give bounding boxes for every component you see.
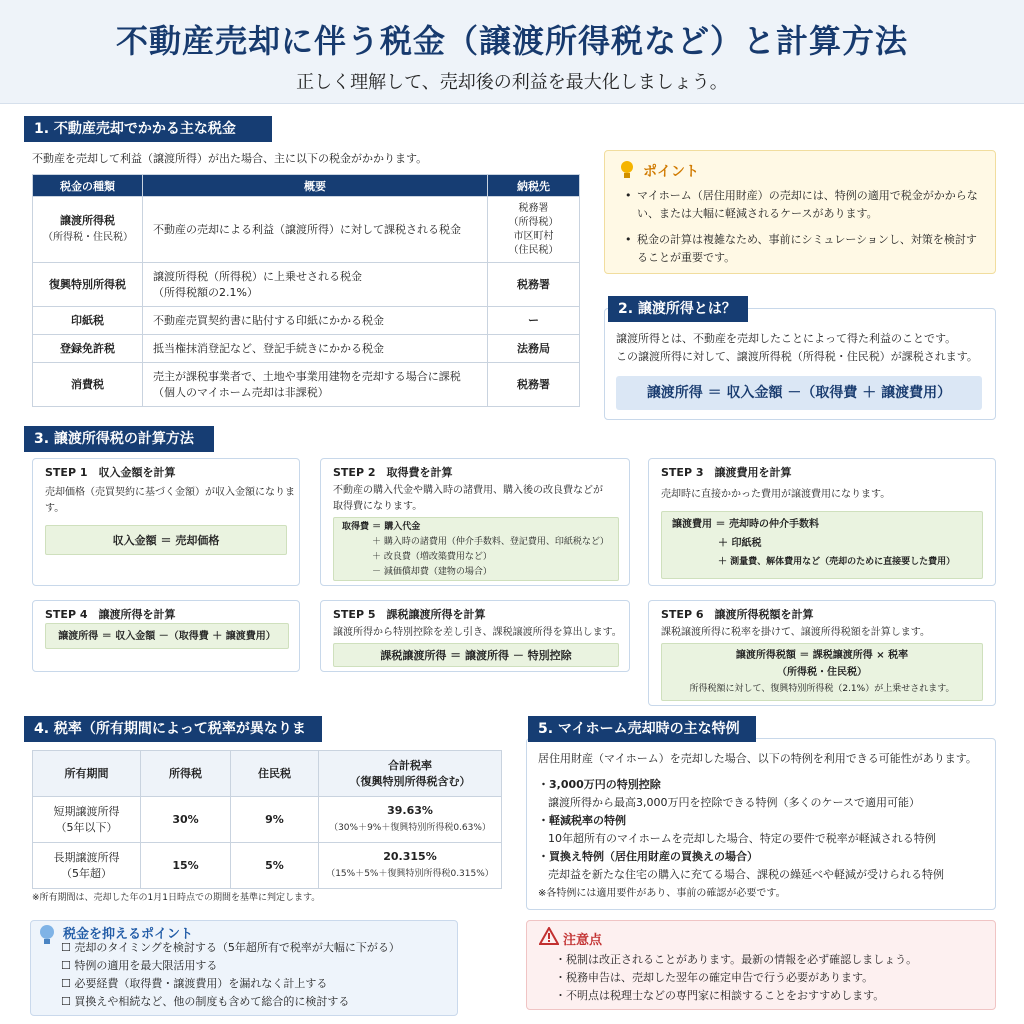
resident-tax-rate: 9% — [231, 797, 319, 843]
table-row — [33, 363, 580, 407]
formula-line: 取得費 ＝ 購入代金 — [342, 522, 421, 532]
period: 長期譲渡所得 — [53, 850, 120, 864]
step-title: STEP 5 課税譲渡所得を計算 — [333, 608, 486, 621]
page-subtitle: 正しく理解して、売却後の利益を最大化しましょう。 — [296, 72, 728, 93]
formula-line: 譲渡費用 ＝ 売却時の仲介手数料 — [672, 519, 819, 530]
formula-note: 所得税額に対して、復興特別所得税（2.1%）が上乗せされます。 — [689, 684, 955, 694]
formula-line: － 減価償却費（建物の場合） — [372, 567, 492, 577]
payee-sub: （住民税） — [508, 244, 559, 256]
lightbulb-icon — [37, 923, 57, 947]
table-row — [33, 843, 502, 889]
section1-heading: 1. 不動産売却でかかる主な税金 — [24, 116, 272, 142]
step-desc: 課税譲渡所得に税率を掛けて、譲渡所得税額を計算します。 — [661, 627, 930, 638]
step-title: STEP 2 取得費を計算 — [333, 466, 453, 479]
tax-desc: 売主が課税事業者で、土地や事業用建物を売却する場合に課税 — [153, 369, 461, 383]
payee: 法務局 — [488, 335, 580, 363]
total-rate: 39.63% — [387, 804, 433, 817]
tip-text: 必要経費（取得費・譲渡費用）を漏れなく計上する — [74, 977, 328, 990]
step6-card — [648, 600, 996, 706]
step-desc: 売却時に直接かかった費用が譲渡費用になります。 — [661, 489, 891, 500]
tax-name: 復興特別所得税 — [33, 263, 143, 307]
section4-footnote: ※所有期間は、売却した年の1月1日時点での期間を基準に判定します。 — [32, 893, 321, 903]
step-title: STEP 1 収入金額を計算 — [45, 466, 176, 479]
col-header: 所得税 — [141, 751, 231, 797]
tip-text: 特例の適用を最大限活用する — [74, 959, 218, 972]
step4-card — [32, 600, 300, 672]
step-formula — [661, 511, 983, 579]
page-title: 不動産売却に伴う税金（譲渡所得税など）と計算方法 — [115, 22, 908, 60]
warning-item: ・ 不明点は税理士などの専門家に相談することをおすすめします。 — [555, 987, 917, 1005]
step-formula — [661, 643, 983, 701]
tax-desc-sub: （所得税額の2.1%） — [153, 285, 258, 299]
step2-card — [320, 458, 630, 586]
step3-card — [648, 458, 996, 586]
section5-note: ※各特例には適用要件があり、事前の確認が必要です。 — [538, 888, 786, 899]
section5-heading: 5. マイホーム売却時の主な特例 — [528, 716, 756, 742]
step-formula: 譲渡所得 ＝ 収入金額 －（取得費 ＋ 譲渡費用） — [45, 623, 289, 649]
point-heading: ポイント — [643, 164, 699, 180]
col-header: 住民税 — [231, 751, 319, 797]
income-tax-rate: 30% — [141, 797, 231, 843]
table-row — [33, 263, 580, 307]
table-row — [33, 197, 580, 263]
table-row — [33, 335, 580, 363]
special-item-desc: 売却益を新たな住宅の購入に充てる場合、課税の繰延べや軽減が受けられる特例 — [548, 868, 944, 881]
col-header: 納税先 — [488, 175, 580, 197]
warning-item: ・ 税制は改正されることがあります。最新の情報を必ず確認しましょう。 — [555, 951, 917, 969]
special-item-title: ・軽減税率の特例 — [538, 814, 626, 827]
tax-name: 消費税 — [33, 363, 143, 407]
payee: 市区町村 — [513, 230, 554, 242]
step-desc: 売却価格（売買契約に基づく金額）が収入金額になります。 — [45, 487, 295, 514]
col-header-sub: （復興特別所得税含む） — [349, 774, 471, 788]
step-formula — [333, 517, 619, 581]
step-formula: 収入金額 ＝ 売却価格 — [45, 525, 287, 555]
special-title: 軽減税率の特例 — [549, 814, 626, 827]
income-tax-rate: 15% — [141, 843, 231, 889]
point-item: • 税金の計算は複雑なため、事前にシミュレーションし、対策を検討することが重要です。 — [623, 231, 983, 267]
step5-card — [320, 600, 630, 672]
payee: ー — [488, 307, 580, 335]
section3-heading: 3. 譲渡所得税の計算方法 — [24, 426, 214, 452]
tax-desc: 抵当権抹消登記など、登記手続きにかかる税金 — [143, 335, 488, 363]
step-formula: 課税譲渡所得 ＝ 譲渡所得 － 特別控除 — [333, 643, 619, 667]
warning-item: ・ 税務申告は、売却した翌年の確定申告で行う必要があります。 — [555, 969, 917, 987]
table-row — [33, 797, 502, 843]
formula-line: （所得税・住民税） — [777, 667, 867, 678]
page-header — [0, 0, 1024, 104]
resident-tax-rate: 5% — [231, 843, 319, 889]
step-desc: 譲渡所得から特別控除を差し引き、課税譲渡所得を算出します。 — [333, 627, 622, 638]
point-item: • マイホーム（居住用財産）の売却には、特例の適用で税金がかからない、または大幅に軽減されるケースがあります。 — [623, 187, 983, 223]
col-header: 合計税率 — [388, 758, 432, 772]
special-item-desc: 10年超所有のマイホームを売却した場合、特定の要件で税率が軽減される特例 — [548, 832, 936, 845]
special-title: 3,000万円の特別控除 — [549, 778, 661, 791]
col-header: 税金の種類 — [33, 175, 143, 197]
payee-sub: （所得税） — [508, 216, 559, 228]
step-title: STEP 6 譲渡所得税額を計算 — [661, 608, 814, 621]
period-sub: （5年以下） — [55, 820, 118, 834]
tip-text: 買換えや相続など、他の制度も含めて総合的に検討する — [74, 995, 350, 1008]
period: 短期譲渡所得 — [53, 804, 120, 818]
step-desc: 不動産の購入代金や購入時の諸費用、購入後の改良費などが — [333, 485, 603, 496]
tips-box — [30, 920, 458, 1016]
transfer-income-formula: 譲渡所得 ＝ 収入金額 －（取得費 ＋ 譲渡費用） — [616, 376, 982, 410]
rate-note: （15%＋5%＋復興特別所得税0.315%） — [326, 869, 494, 879]
lightbulb-icon — [617, 159, 637, 181]
formula-line: ＋ 購入時の諸費用（仲介手数料、登記費用、印紙税など） — [372, 537, 609, 547]
col-header: 概要 — [143, 175, 488, 197]
step-desc: 取得費になります。 — [333, 501, 423, 512]
special-title: 買換え特例（居住用財産の買換えの場合） — [549, 850, 758, 863]
total-rate: 20.315% — [383, 850, 437, 863]
payee: 税務署 — [488, 263, 580, 307]
tax-name: 譲渡所得税 — [60, 214, 115, 227]
formula-line: 譲渡所得税額 ＝ 課税譲渡所得 × 税率 — [735, 650, 909, 661]
tip-item: ☐ 買換えや相続など、他の制度も含めて総合的に検討する — [61, 995, 350, 1008]
special-item-title: ・買換え特例（居住用財産の買換えの場合） — [538, 850, 758, 863]
section5-intro: 居住用財産（マイホーム）を売却した場合、以下の特例を利用できる可能性があります。 — [538, 752, 977, 765]
tip-item: ☐ 特例の適用を最大限活用する — [61, 959, 218, 972]
payee: 税務署 — [488, 363, 580, 407]
special-item-title: ・3,000万円の特別控除 — [538, 778, 661, 791]
rate-note: （30%＋9%＋復興特別所得税0.63%） — [329, 823, 491, 833]
formula-line: ＋ 改良費（増改築費用など） — [372, 552, 492, 562]
section2-heading: 2. 譲渡所得とは？ — [608, 296, 748, 322]
tip-item: ☐ 売却のタイミングを検討する（5年超所有で税率が大幅に下がる） — [61, 941, 400, 954]
tax-table — [32, 174, 580, 407]
warning-icon — [539, 927, 559, 945]
tip-text: 売却のタイミングを検討する（5年超所有で税率が大幅に下がる） — [74, 941, 400, 954]
step-title: STEP 4 譲渡所得を計算 — [45, 608, 176, 621]
period-sub: （5年超） — [61, 866, 112, 880]
point-box — [604, 150, 996, 274]
tax-desc: 不動産売買契約書に貼付する印紙にかかる税金 — [143, 307, 488, 335]
warning-heading: 注意点 — [563, 933, 603, 948]
table-row — [33, 307, 580, 335]
col-header: 所有期間 — [33, 751, 141, 797]
formula-line: ＋ 測量費、解体費用など（売却のために直接要した費用） — [718, 557, 956, 567]
step-title: STEP 3 譲渡費用を計算 — [661, 466, 792, 479]
section2-line1: 譲渡所得とは、不動産を売却したことによって得た利益のことです。 — [616, 332, 957, 345]
tax-name: 印紙税 — [33, 307, 143, 335]
tax-desc: 不動産の売却による利益（譲渡所得）に対して課税される税金 — [143, 197, 488, 263]
step1-card — [32, 458, 300, 586]
tip-item: ☐ 必要経費（取得費・譲渡費用）を漏れなく計上する — [61, 977, 328, 990]
tax-rate-table — [32, 750, 502, 889]
payee: 税務署 — [518, 202, 549, 214]
tax-desc: 譲渡所得税（所得税）に上乗せされる税金 — [153, 269, 362, 283]
special-item-desc: 譲渡所得から最高3,000万円を控除できる特例（多くのケースで適用可能） — [548, 796, 920, 809]
tax-name-sub: （所得税・住民税） — [43, 232, 133, 243]
section4-heading: 4. 税率（所有期間によって税率が異なりま — [24, 716, 322, 742]
section1-intro: 不動産を売却して利益（譲渡所得）が出た場合、主に以下の税金がかかります。 — [32, 152, 428, 165]
section2-line2: この譲渡所得に対して、譲渡所得税（所得税・住民税）が課税されます。 — [616, 350, 978, 363]
formula-line: ＋ 印紙税 — [718, 538, 762, 549]
tips-heading: 税金を抑えるポイント — [63, 927, 194, 942]
warning-box — [526, 920, 996, 1010]
tax-desc-sub: （個人のマイホーム売却は非課税） — [153, 385, 329, 399]
tax-name: 登録免許税 — [33, 335, 143, 363]
